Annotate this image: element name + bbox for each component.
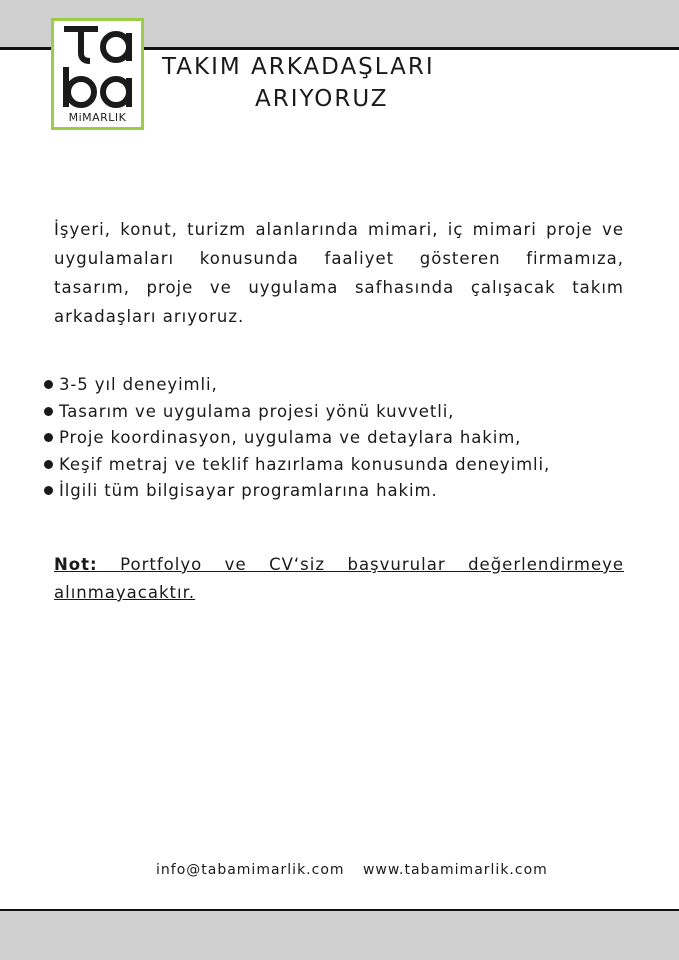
taba-logo-mark bbox=[54, 21, 141, 111]
email-link[interactable]: info@tabamimarlik.com bbox=[156, 862, 345, 878]
website-link[interactable]: www.tabamimarlik.com bbox=[362, 862, 548, 878]
contact-line bbox=[156, 862, 636, 878]
page-title bbox=[150, 52, 530, 116]
bullet-icon bbox=[44, 460, 53, 469]
logo-caption: MiMARLIK bbox=[68, 111, 127, 124]
requirement-text: İlgili tüm bilgisayar programlarına hakim. bbox=[59, 481, 438, 500]
bullet-icon bbox=[44, 380, 53, 389]
requirements-list bbox=[44, 372, 644, 505]
requirement-text: Keşif metraj ve teklif hazırlama konusunda deneyimli, bbox=[59, 454, 551, 474]
list-item bbox=[44, 425, 644, 452]
requirement-text: Tasarım ve uygulama projesi yönü kuvvetli, bbox=[59, 401, 455, 421]
intro-paragraph: İşyeri, konut, turizm alanlarında mimari, iç mimari proje ve uygulamaları konusunda faaliyet gösteren firmamıza, tasarım, proje ve uygulama safhasında çalışacak takım arkadaşları arıyoruz. bbox=[54, 220, 624, 326]
list-item bbox=[44, 452, 644, 479]
bullet-icon bbox=[44, 407, 53, 416]
requirement-text: 3-5 yıl deneyimli, bbox=[59, 375, 218, 394]
list-item bbox=[44, 478, 644, 505]
note-label: Not: bbox=[54, 555, 98, 574]
bullet-icon bbox=[44, 433, 53, 442]
bullet-icon bbox=[44, 486, 53, 495]
list-item bbox=[44, 372, 644, 399]
title-line-2: ARIYORUZ bbox=[255, 86, 389, 112]
title-line-1: TAKIM ARKADAŞLARI bbox=[162, 54, 435, 80]
requirement-text: Proje koordinasyon, uygulama ve detaylara hakim, bbox=[59, 428, 522, 447]
list-item bbox=[44, 399, 644, 426]
note-paragraph bbox=[54, 551, 624, 607]
bottom-band bbox=[0, 911, 679, 960]
company-logo bbox=[51, 18, 144, 130]
note-text: Portfolyo ve CV‘siz başvurular değerlendirmeye alınmayacaktır. bbox=[54, 555, 625, 602]
